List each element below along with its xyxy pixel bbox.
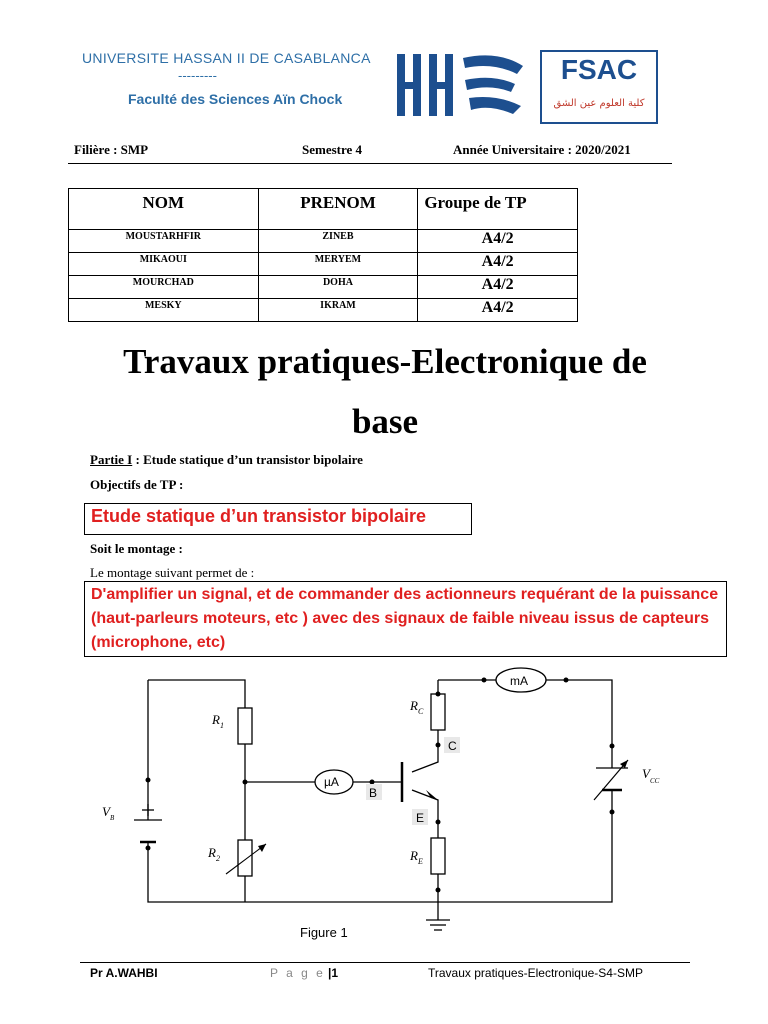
title-line-2: base <box>351 402 419 441</box>
table-row <box>69 299 578 322</box>
student-first-name: MERYEM <box>258 253 418 276</box>
r1-sub: 1 <box>219 721 224 730</box>
resistor-re <box>431 838 445 874</box>
document-title <box>60 332 710 452</box>
re-label: R <box>410 848 418 863</box>
table-row <box>69 276 578 299</box>
wire-collector <box>412 730 438 772</box>
title-line-1: Travaux pratiques-Electronique de <box>123 342 647 381</box>
resistor-r2 <box>238 840 252 876</box>
montage-intro: Le montage suivant permet de : <box>90 565 255 580</box>
student-first-name: IKRAM <box>258 299 418 322</box>
svg-text:R2 <box>207 845 220 863</box>
column-header: PRENOM <box>258 189 418 230</box>
student-last-name: MIKAOUI <box>69 253 259 276</box>
footer-course-title: Travaux pratiques-Electronique-S4-SMP <box>428 966 643 980</box>
students-table <box>68 188 578 322</box>
r2-arrow-head <box>258 844 266 852</box>
part-heading <box>90 452 363 468</box>
fsac-logo-arabic: كلية العلوم عين الشق <box>553 98 645 109</box>
objective-box: Etude statique d’un transistor bipolaire <box>84 503 472 535</box>
table-row <box>69 253 578 276</box>
footer-divider <box>80 962 690 963</box>
part-text: : Etude statique d’un transistor bipolaire <box>132 452 363 467</box>
student-group: A4/2 <box>418 230 578 253</box>
svg-text:VCC <box>642 766 660 785</box>
student-last-name: MOURCHAD <box>69 276 259 299</box>
vcc-sub: CC <box>649 777 660 785</box>
figure-caption: Figure 1 <box>300 925 348 940</box>
milliammeter-label: mA <box>510 674 528 688</box>
description-box: D'amplifier un signal, et de commander des actionneurs requérant de la puissance (haut-parleurs moteurs, etc ) avec des signaux de faible niveau issus de capteurs (microphone, etc) <box>84 581 727 657</box>
r1-label: R <box>212 712 220 727</box>
wire-top-right <box>546 680 612 768</box>
svg-text:RE <box>409 848 423 866</box>
page-footer <box>80 966 690 982</box>
base-label: B <box>369 786 378 800</box>
info-divider <box>68 163 672 164</box>
microammeter-label: µA <box>324 775 339 789</box>
collector-label: C <box>448 739 457 753</box>
student-first-name: ZINEB <box>258 230 418 253</box>
ground-icon <box>426 920 450 930</box>
resistor-rc <box>431 694 445 730</box>
vb-sub: B <box>109 814 115 822</box>
course-info-row <box>68 142 672 162</box>
resistor-r1 <box>238 708 252 744</box>
student-group: A4/2 <box>418 276 578 299</box>
university-name: UNIVERSITE HASSAN II DE CASABLANCA <box>82 50 371 66</box>
wire-bottom <box>148 842 438 902</box>
emitter-label: E <box>416 811 425 825</box>
fsac-logo-text: FSAC <box>560 54 638 85</box>
montage-heading: Soit le montage : <box>90 541 183 556</box>
university-logo <box>393 48 533 123</box>
footer-author: Pr A.WAHBI <box>90 966 158 980</box>
vb-label: V <box>102 804 110 819</box>
vcc-arrow-head <box>620 760 628 768</box>
column-header: Groupe de TP <box>418 189 578 230</box>
rc-sub: C <box>417 707 424 716</box>
wire-top-left <box>148 680 245 708</box>
table-header-row <box>69 189 578 230</box>
r2-label: R <box>208 845 216 860</box>
footer-page-label: P a g e <box>270 966 326 980</box>
column-header: NOM <box>69 189 259 230</box>
wire-right-bottom <box>438 790 612 902</box>
table-row <box>69 230 578 253</box>
student-last-name: MESKY <box>69 299 259 322</box>
vcc-label: V <box>642 766 650 781</box>
header-separator: --------- <box>178 68 217 83</box>
rc-label: R <box>410 698 418 713</box>
svg-text:RC <box>409 698 424 716</box>
student-group: A4/2 <box>418 299 578 322</box>
svg-text:R1 <box>211 712 224 730</box>
annee-text: Année Universitaire : 2020/2021 <box>453 142 631 157</box>
faculty-name: Faculté des Sciences Aïn Chock <box>128 91 343 107</box>
r2-sub: 2 <box>215 854 220 863</box>
student-last-name: MOUSTARHFIR <box>69 230 259 253</box>
transistor-emitter-arrow <box>426 790 438 800</box>
student-group: A4/2 <box>418 253 578 276</box>
part-label: Partie I <box>90 452 133 467</box>
semestre-text: Semestre 4 <box>302 142 363 157</box>
footer-page-number: |1 <box>328 966 339 980</box>
fsac-logo <box>540 50 658 124</box>
filiere-text: Filière : SMP <box>74 142 149 157</box>
objectives-heading: Objectifs de TP : <box>90 477 184 492</box>
svg-text:VB <box>102 804 115 822</box>
student-first-name: DOHA <box>258 276 418 299</box>
re-sub: E <box>417 857 423 866</box>
circuit-diagram <box>80 660 730 945</box>
